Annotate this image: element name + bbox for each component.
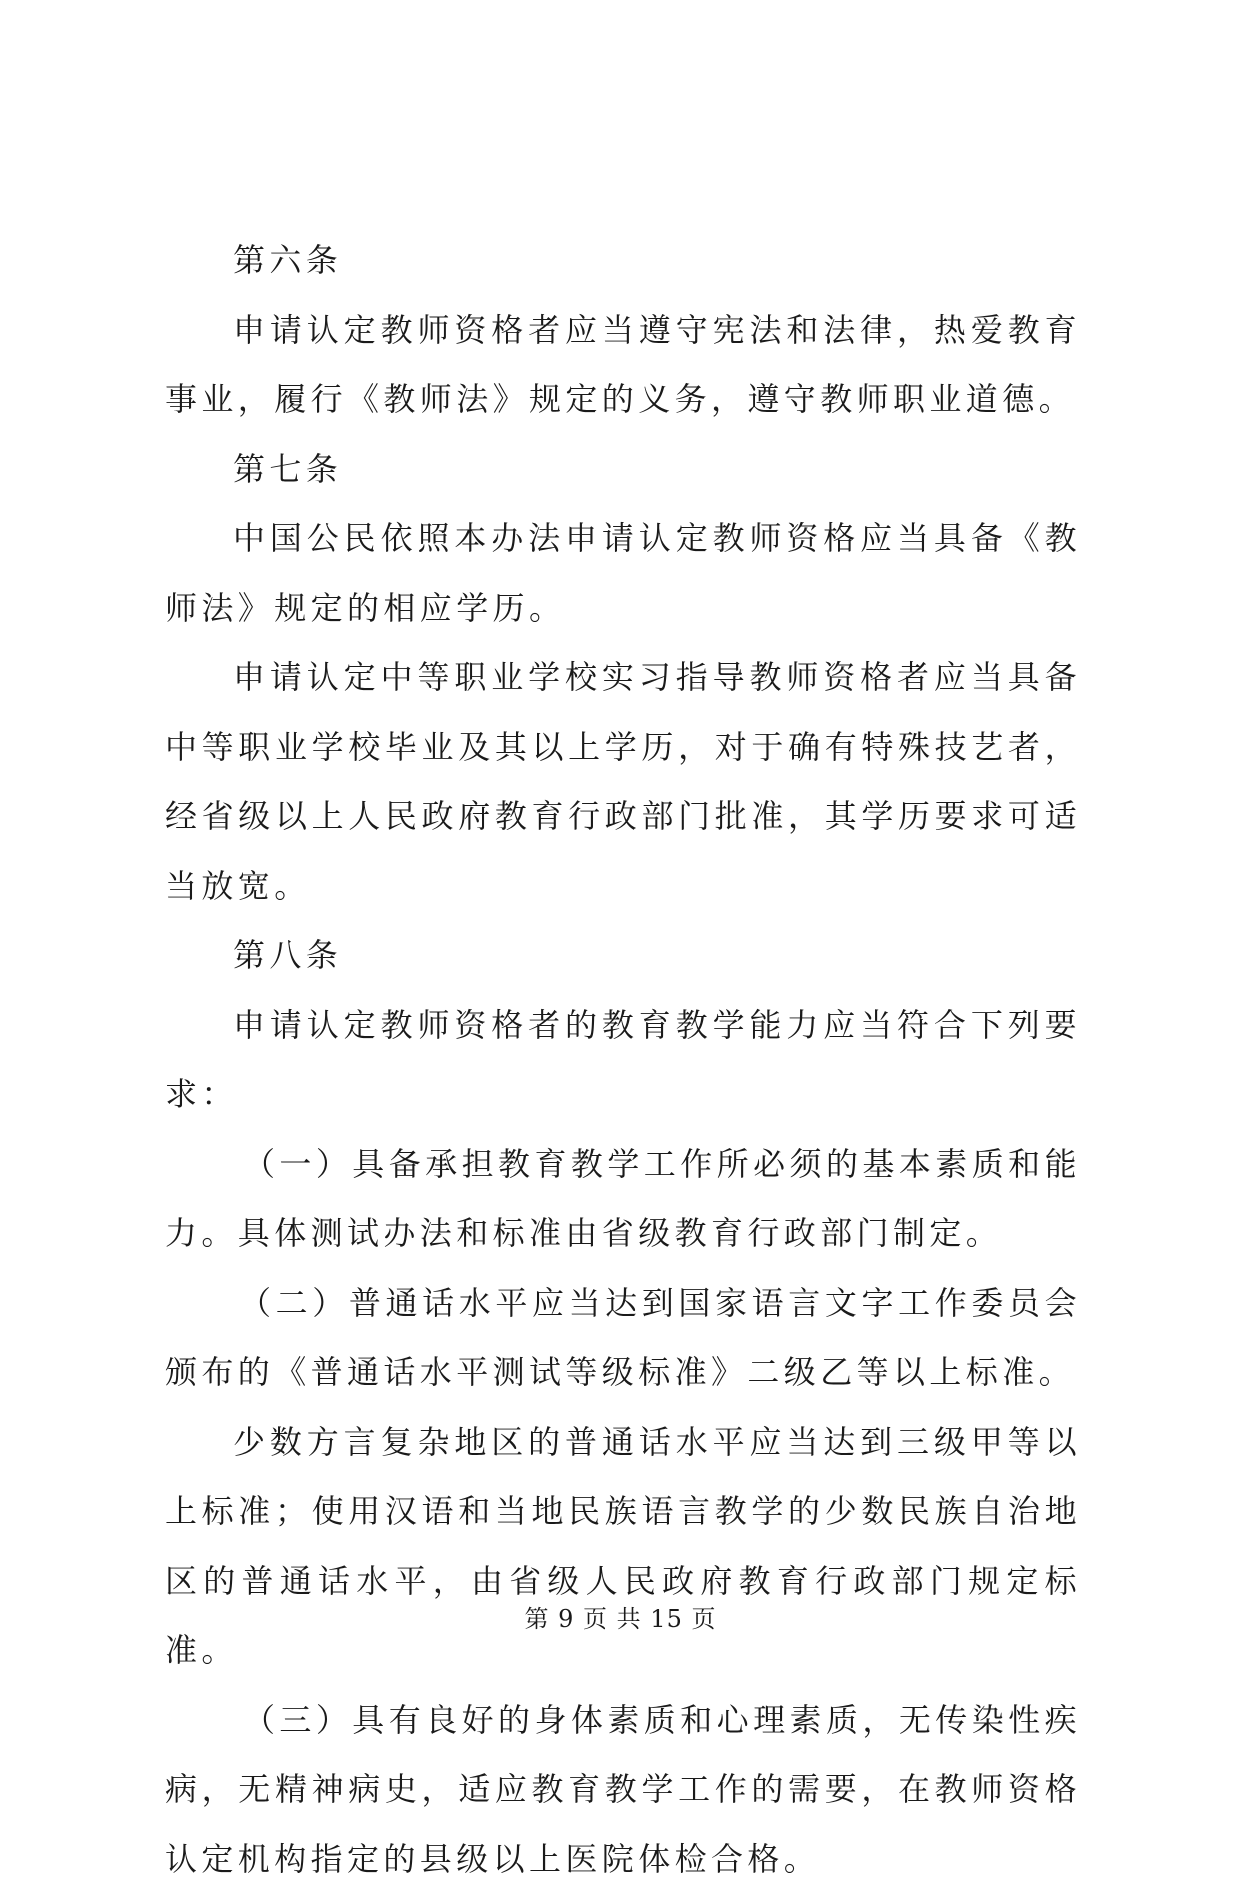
article-8-item-2-note: 少数方言复杂地区的普通话水平应当达到三级甲等以上标准；使用汉语和当地民族语言教学的少数民族自治地区的普通话水平，由省级人民政府教育行政部门规定标准。 (165, 1408, 1081, 1686)
article-8-item-1: （一）具备承担教育教学工作所必须的基本素质和能力。具体测试办法和标准由省级教育行政部门制定。 (165, 1130, 1081, 1269)
article-heading-6: 第六条 (165, 226, 1081, 296)
article-8-intro: 申请认定教师资格者的教育教学能力应当符合下列要求： (165, 991, 1081, 1130)
article-heading-8: 第八条 (165, 921, 1081, 991)
article-8-item-2: （二）普通话水平应当达到国家语言文字工作委员会颁布的《普通话水平测试等级标准》二级乙等以上标准。 (165, 1269, 1081, 1408)
article-7-paragraph-2: 申请认定中等职业学校实习指导教师资格者应当具备中等职业学校毕业及其以上学历，对于确有特殊技艺者，经省级以上人民政府教育行政部门批准，其学历要求可适当放宽。 (165, 643, 1081, 921)
article-7-paragraph-1: 中国公民依照本办法申请认定教师资格应当具备《教师法》规定的相应学历。 (165, 504, 1081, 643)
article-6-paragraph: 申请认定教师资格者应当遵守宪法和法律，热爱教育事业，履行《教师法》规定的义务，遵守教师职业道德。 (165, 296, 1081, 435)
article-heading-7: 第七条 (165, 435, 1081, 505)
document-body (165, 226, 1081, 1894)
article-8-item-3: （三）具有良好的身体素质和心理素质，无传染性疾病，无精神病史，适应教育教学工作的需要，在教师资格认定机构指定的县级以上医院体检合格。 (165, 1686, 1081, 1894)
page-footer: 第 9 页 共 15 页 (0, 1604, 1241, 1634)
